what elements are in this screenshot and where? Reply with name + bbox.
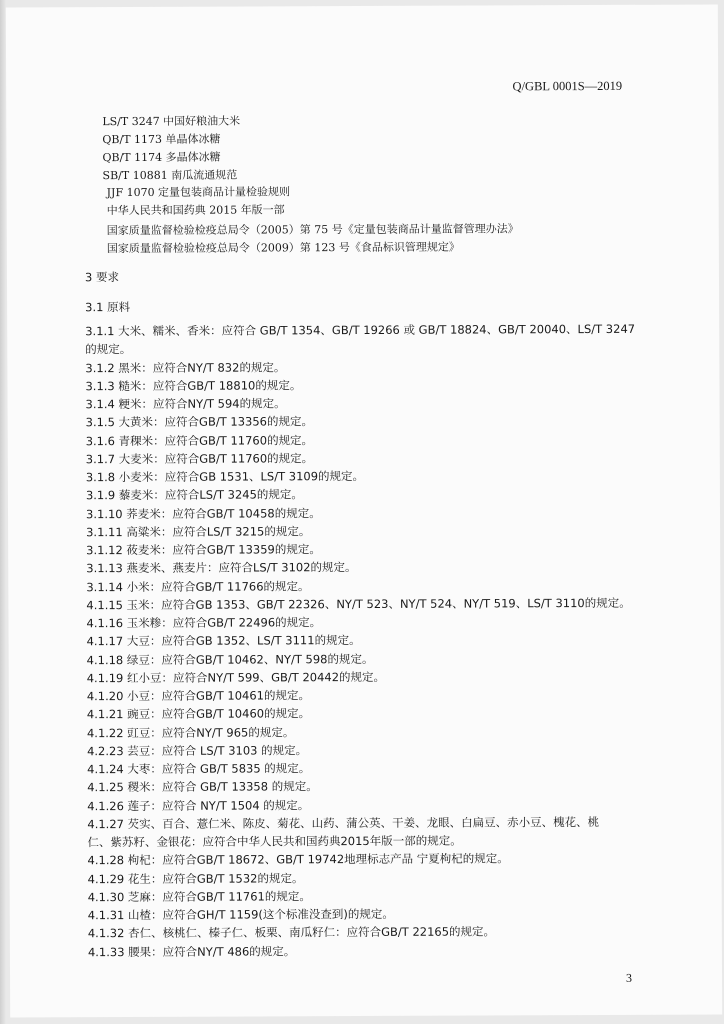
document-page: [6, 4, 722, 1017]
clause-line: 3.1.9 藜麦米：应符合LS/T 3245的规定。: [85, 487, 303, 503]
clause-line: 4.1.27 芡实、百合、薏仁米、陈皮、菊花、山药、蒲公英、干姜、龙眼、白扁豆、赤小豆、槐花、桃: [87, 814, 600, 831]
clause-line: 4.1.29 花生：应符合GB/T 1532的规定。: [87, 870, 304, 886]
clause-line: 4.1.15 玉米：应符合GB 1353、GB/T 22326、NY/T 523、NY/T 524、NY/T 519、LS/T 3110的规定。: [86, 595, 631, 612]
reference-item: JJF 1070 定量包装商品计量检验规则: [106, 185, 291, 200]
clause-line: 4.1.17 大豆：应符合GB 1352、LS/T 3111的规定。: [86, 633, 361, 649]
clause-line: 3.1.6 青稞米：应符合GB/T 11760的规定。: [85, 432, 314, 448]
clause-line: 4.1.20 小豆：应符合GB/T 10461的规定。: [86, 688, 311, 704]
clause-line: 4.1.33 腰果：应符合NY/T 486的规定。: [87, 943, 296, 959]
clause-line: 3.1.7 大麦米：应符合GB/T 11760的规定。: [85, 450, 314, 466]
clause-line: 4.1.16 玉米糁：应符合GB/T 22496的规定。: [86, 615, 322, 631]
reference-item: LS/T 3247 中国好粮油大米: [102, 114, 241, 129]
reference-item: 国家质量监督检验检疫总局令（2005）第 75 号《定量包装商品计量监督管理办法》: [106, 222, 519, 238]
clause-line: 3.1.1 大米、糯米、香米：应符合 GB/T 1354、GB/T 19266 或 GB/T 18824、GB/T 20040、LS/T 3247: [85, 321, 636, 339]
reference-item: QB/T 1173 单晶体冰糖: [102, 132, 221, 147]
clause-line: 仁、紫苏籽、金银花：应符合中华人民共和国药典2015年版一部的规定。: [87, 833, 462, 850]
clause-line: 3.1.8 小麦米：应符合GB 1531、LS/T 3109的规定。: [85, 468, 365, 485]
clause-line: 4.1.24 大枣：应符合 GB/T 5835 的规定。: [87, 761, 311, 777]
clause-line: 4.1.18 绿豆：应符合GB/T 10462、NY/T 598的规定。: [86, 651, 374, 667]
reference-item: SB/T 10881 南瓜流通规范: [102, 168, 238, 183]
scan-edge: [0, 0, 6, 1024]
clause-line: 4.1.21 豌豆：应符合GB/T 10460的规定。: [86, 706, 311, 722]
reference-item: QB/T 1174 多晶体冰糖: [102, 150, 221, 165]
clause-line: 4.2.23 芸豆：应符合 LS/T 3103 的规定。: [87, 743, 308, 758]
clause-line: 4.1.25 稷米：应符合 GB/T 13358 的规定。: [87, 779, 318, 795]
clause-line: 3.1.14 小米：应符合GB/T 11766的规定。: [86, 578, 310, 594]
clause-line: 4.1.19 红小豆：应符合NY/T 599、GB/T 20442的规定。: [86, 669, 386, 685]
section-3-heading: 3 要求: [84, 270, 119, 285]
reference-item: 中华人民共和国药典 2015 年版一部: [106, 203, 285, 218]
clause-line: 3.1.11 高粱米：应符合LS/T 3215的规定。: [86, 523, 311, 539]
clause-line: 4.1.26 莲子：应符合 NY/T 1504 的规定。: [87, 797, 310, 813]
clause-line: 4.1.31 山楂：应符合GH/T 1159(这个标准没查到)的规定。: [87, 906, 394, 923]
clause-line: 4.1.32 杏仁、核桃仁、榛子仁、板栗、南瓜籽仁：应符合GB/T 22165的规定。: [87, 924, 496, 941]
clause-line: 4.1.30 芝麻：应符合GB/T 11761的规定。: [87, 888, 311, 904]
clause-line: 4.1.22 豇豆：应符合NY/T 965的规定。: [86, 724, 295, 740]
reference-item: 国家质量监督检验检疫总局令（2009）第 123 号《食品标识管理规定》: [106, 240, 460, 256]
clause-line: 3.1.12 莜麦米：应符合GB/T 13359的规定。: [86, 542, 321, 558]
clause-line: 4.1.28 枸杞：应符合GB/T 18672、GB/T 19742地理标志产品 宁夏枸杞的规定。: [87, 851, 509, 868]
section-3-1-heading: 3.1 原料: [85, 300, 131, 315]
document-code: Q/GBL 0001S—2019: [512, 78, 623, 94]
clause-line: 3.1.4 粳米：应符合NY/T 594的规定。: [85, 396, 286, 412]
clause-line: 3.1.13 燕麦米、燕麦片：应符合LS/T 3102的规定。: [86, 560, 357, 576]
clause-line: 3.1.3 糙米：应符合GB/T 18810的规定。: [85, 378, 302, 393]
clause-line: 3.1.5 大黄米：应符合GB/T 13356的规定。: [85, 414, 313, 430]
clause-line: 3.1.10 荞麦米：应符合GB/T 10458的规定。: [85, 505, 321, 521]
clause-line: 的规定。: [85, 342, 132, 357]
page-number: 3: [626, 970, 633, 985]
clause-line: 3.1.2 黑米：应符合NY/T 832的规定。: [85, 359, 286, 375]
